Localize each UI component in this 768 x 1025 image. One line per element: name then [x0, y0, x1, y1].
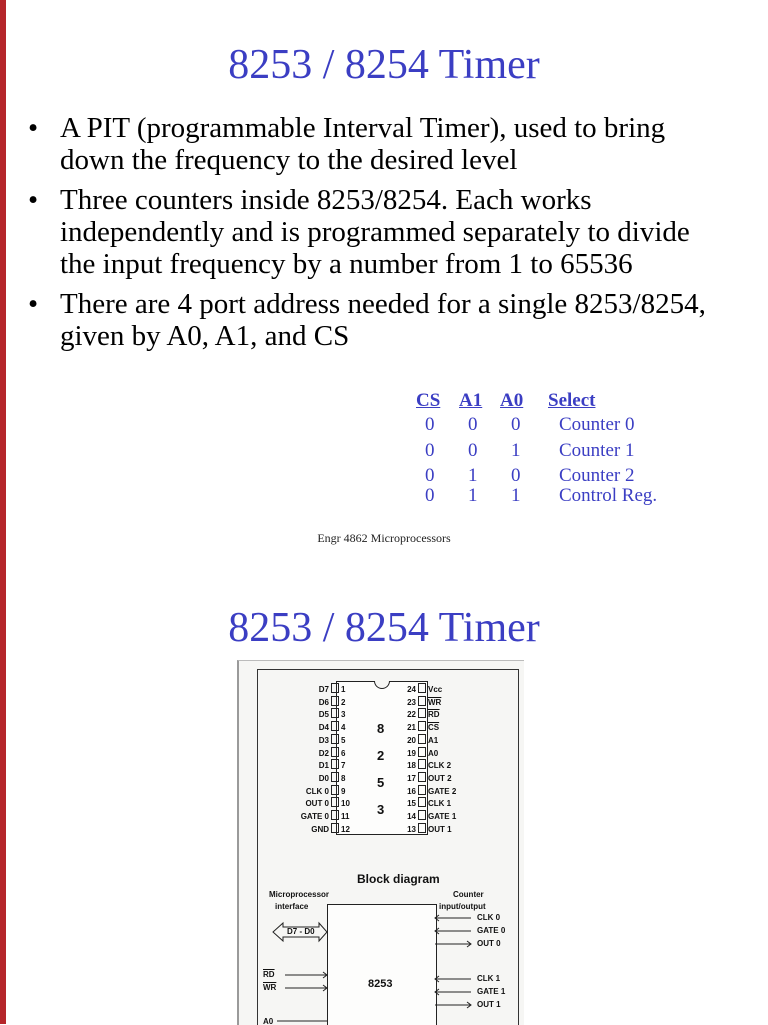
- microprocessor-label: Microprocessor: [269, 890, 330, 899]
- pin-number: 14: [407, 812, 416, 821]
- pin-name: $\overline{WR}$: [428, 697, 442, 707]
- pin-number: 23: [407, 697, 416, 707]
- pin-name: CLK 2: [428, 761, 452, 771]
- pin-name: GATE 2: [428, 786, 457, 796]
- slide1-bullet-list: [28, 112, 728, 360]
- bullet-text: Three counters inside 8253/8254. Each works independently and is programmed separately to divide the input frequency by a number from 1 to 65536: [60, 184, 690, 280]
- table-cell: 1: [511, 440, 521, 461]
- table-cell: Counter 0: [559, 414, 635, 435]
- pin-name: D2: [318, 748, 329, 758]
- pin-number: 18: [407, 761, 416, 771]
- pin-number: 6: [341, 748, 346, 758]
- pin-name: GATE 0: [300, 812, 329, 821]
- clk0-label: CLK 0: [477, 913, 501, 922]
- slide2-title: 8253 / 8254 Timer: [228, 605, 540, 651]
- pin-number: 4: [341, 723, 346, 733]
- table-row: [412, 485, 712, 509]
- pin-number: 10: [341, 799, 350, 809]
- table-header-a1: A1: [459, 390, 483, 411]
- table-cell: 1: [468, 465, 478, 486]
- interface-label: interface: [275, 902, 309, 911]
- pin-number: 3: [341, 710, 346, 720]
- table-cell: 0: [511, 465, 521, 486]
- pin-number: 12: [341, 824, 350, 834]
- pin-number: 2: [341, 697, 346, 707]
- pin-number: 19: [407, 748, 416, 758]
- pin-name: D1: [318, 761, 329, 771]
- table-header-row: [412, 390, 612, 412]
- pin-name: $\overline{CS}$: [428, 723, 440, 733]
- table-header-select: Select: [548, 390, 596, 411]
- chip-digit: 5: [377, 775, 385, 790]
- pin-name: Vcc: [428, 685, 443, 694]
- pin-number: 15: [407, 799, 416, 809]
- pin-number: 1: [341, 685, 346, 694]
- table-cell: 1: [468, 485, 478, 506]
- bullet-item: [28, 288, 728, 352]
- pin-name: $\overline{RD}$: [428, 710, 440, 720]
- slide-left-accent-bar: [0, 0, 6, 1024]
- slide1-title: 8253 / 8254 Timer: [228, 42, 540, 88]
- table-row: [412, 414, 712, 438]
- bullet-item: [28, 184, 728, 280]
- pin-name: A0: [428, 748, 439, 758]
- table-cell: 0: [425, 465, 435, 486]
- a0-signal-label: A0: [263, 1017, 274, 1025]
- pin-name: OUT 0: [305, 799, 329, 809]
- pin-number: 22: [407, 710, 416, 720]
- chip-digit: 3: [377, 802, 385, 817]
- bullet-dot-icon: •: [28, 112, 39, 144]
- pin-name: A1: [428, 735, 439, 745]
- block-diagram-title: Block diagram: [357, 872, 440, 886]
- pin-name: D3: [318, 735, 329, 745]
- pin-name: D6: [318, 697, 329, 707]
- gate0-label: GATE 0: [477, 926, 506, 935]
- pin-name: OUT 2: [428, 773, 452, 783]
- timer-pinout-figure: [237, 660, 524, 1025]
- clk1-label: CLK 1: [477, 974, 501, 983]
- gate1-label: GATE 1: [477, 987, 506, 996]
- table-cell: Counter 1: [559, 440, 635, 461]
- chip-digit: 2: [377, 748, 385, 763]
- table-cell: Control Reg.: [559, 485, 658, 506]
- out0-label: OUT 0: [477, 939, 501, 948]
- block-center-label: 8253: [368, 978, 393, 990]
- counter-label: Counter: [453, 890, 484, 899]
- table-cell: 0: [425, 440, 435, 461]
- pin-number: 11: [341, 812, 350, 821]
- table-cell: 0: [425, 414, 435, 435]
- pin-name: GATE 1: [428, 812, 457, 821]
- rd-signal-label: $\overline{RD}$: [263, 970, 275, 979]
- table-row: [412, 440, 712, 464]
- pin-name: OUT 1: [428, 824, 452, 834]
- pin-number: 21: [407, 723, 416, 733]
- chip-digit: 8: [377, 721, 385, 736]
- pin-number: 24: [407, 685, 416, 694]
- table-cell: 0: [468, 440, 478, 461]
- data-bus-label: D7 - D0: [287, 927, 315, 936]
- pin-name: D5: [318, 710, 329, 720]
- bullet-dot-icon: •: [28, 184, 39, 216]
- pin-name: D4: [318, 723, 329, 733]
- table-header-cs: CS: [416, 390, 441, 411]
- wr-signal-label: $\overline{WR}$: [263, 983, 277, 992]
- pin-number: 9: [341, 786, 346, 796]
- table-cell: 0: [468, 414, 478, 435]
- pin-number: 13: [407, 824, 416, 834]
- pin-number: 20: [407, 735, 416, 745]
- table-cell: 0: [425, 485, 435, 506]
- pin-name: D7: [318, 685, 329, 694]
- pin-name: CLK 0: [305, 786, 329, 796]
- pin-number: 16: [407, 786, 416, 796]
- input-output-label: input/output: [439, 902, 486, 911]
- slide1-footer: Engr 4862 Microprocessors: [317, 531, 451, 545]
- table-header-a0: A0: [500, 390, 524, 411]
- out1-label: OUT 1: [477, 1000, 501, 1009]
- bullet-dot-icon: •: [28, 288, 39, 320]
- table-cell: 1: [511, 485, 521, 506]
- bullet-text: A PIT (programmable Interval Timer), used to bring down the frequency to the desired level: [60, 112, 666, 176]
- table-cell: 0: [511, 414, 521, 435]
- bullet-item: [28, 112, 728, 176]
- pin-number: 8: [341, 773, 346, 783]
- pin-number: 7: [341, 761, 346, 771]
- pin-number: 5: [341, 735, 346, 745]
- pin-name: D0: [318, 773, 329, 783]
- pin-name: CLK 1: [428, 799, 452, 809]
- block-diagram-arrows: [239, 661, 524, 1025]
- bullet-text: There are 4 port address needed for a single 8253/8254, given by A0, A1, and CS: [60, 288, 706, 352]
- table-cell: Counter 2: [559, 465, 635, 486]
- pin-name: GND: [311, 824, 329, 834]
- pin-number: 17: [407, 773, 416, 783]
